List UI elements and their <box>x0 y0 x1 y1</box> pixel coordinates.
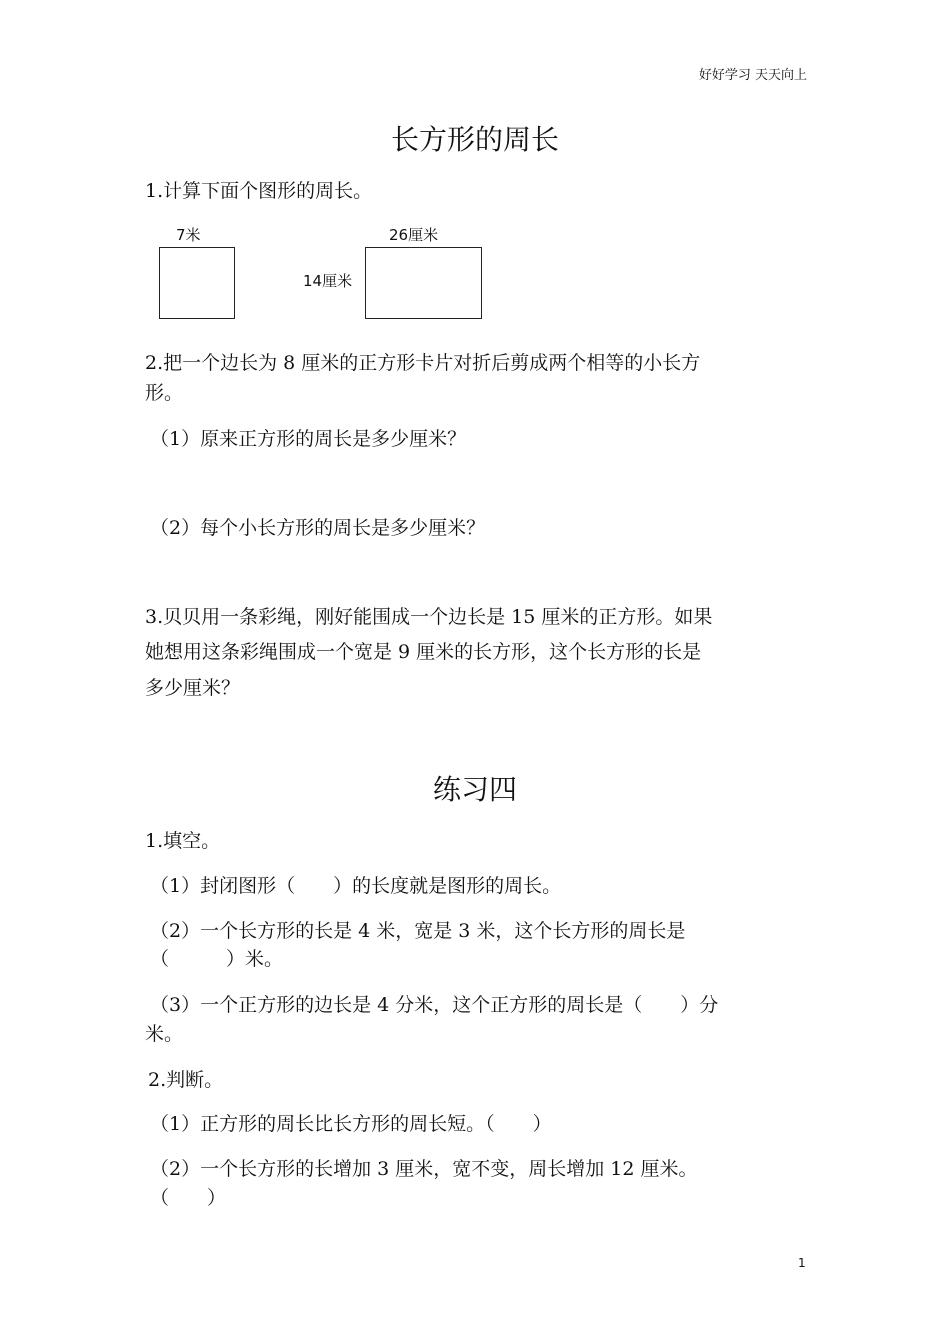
question-3-line2: 她想用这条彩绳围成一个宽是 9 厘米的长方形，这个长方形的长是 <box>145 641 702 663</box>
header-motto: 好好学习 天天向上 <box>698 68 807 83</box>
question-3-line3: 多少厘米？ <box>145 677 241 699</box>
fill-blank-item2-line1: （2）一个长方形的长是 4 米，宽是 3 米，这个长方形的周长是 <box>150 920 686 942</box>
rectangle-height-label: 14厘米 <box>303 272 353 290</box>
question-3-line1: 3.贝贝用一条彩绳，刚好能围成一个边长是 15 厘米的正方形。如果 <box>145 606 713 628</box>
question-2-sub2: （2）每个小长方形的周长是多少厘米？ <box>150 517 486 539</box>
rectangle-width-label: 26厘米 <box>389 226 439 244</box>
section-title-exercise4: 练习四 <box>432 773 517 806</box>
question-2-line1: 2.把一个边长为 8 厘米的正方形卡片对折后剪成两个相等的小长方 <box>145 352 701 374</box>
rectangle-figure <box>365 247 482 319</box>
question-1-text: 1.计算下面个图形的周长。 <box>145 180 373 202</box>
page-number: 1 <box>798 1256 806 1270</box>
fill-blank-heading: 1.填空。 <box>145 830 221 852</box>
fill-blank-item1: （1）封闭图形（ ）的长度就是图形的周长。 <box>150 875 562 897</box>
judge-item2-line1: （2）一个长方形的长增加 3 厘米，宽不变，周长增加 12 厘米。 <box>150 1158 698 1180</box>
judge-heading: 2.判断。 <box>148 1069 224 1091</box>
question-2-sub1: （1）原来正方形的周长是多少厘米？ <box>150 428 467 450</box>
fill-blank-item3-line2: 米。 <box>145 1023 184 1045</box>
section-title-perimeter: 长方形的周长 <box>390 123 559 156</box>
fill-blank-item2-line2: （ ）米。 <box>150 948 284 970</box>
question-2-line2: 形。 <box>145 382 184 404</box>
fill-blank-item3-line1: （3）一个正方形的边长是 4 分米，这个正方形的周长是（ ）分 <box>150 994 719 1016</box>
judge-item2-line2: （ ） <box>150 1187 227 1209</box>
square-side-label: 7米 <box>176 226 201 244</box>
judge-item1: （1）正方形的周长比长方形的周长短。（ ） <box>150 1113 552 1135</box>
square-figure <box>159 247 235 319</box>
